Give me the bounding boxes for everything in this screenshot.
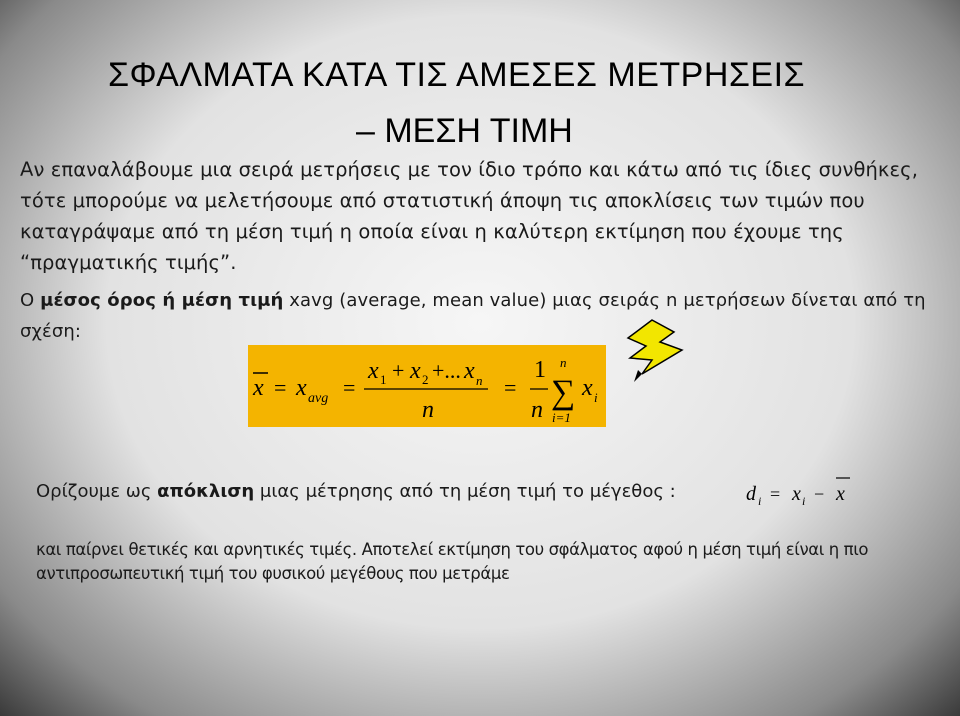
formula-xn: x	[464, 358, 475, 384]
formula-avg-sub: avg	[308, 391, 329, 406]
formula-x2: x	[410, 358, 421, 384]
deviation-paragraph	[36, 481, 676, 502]
formula-dots: +...	[432, 358, 461, 383]
formula-eq3: =	[504, 375, 517, 400]
formula-subi: i	[594, 390, 598, 405]
mean-term: μέσος όρος ή μέση τιμή	[40, 290, 284, 311]
dev-eq: =	[770, 484, 781, 504]
deviation-term: απόκλιση	[157, 481, 255, 502]
mean-suffix: xavg (average, mean value) μιας σειράς n μετρήσεων δίνεται από τη σχέση:	[20, 290, 926, 342]
formula-sigma: ∑	[551, 374, 576, 411]
deviation-prefix: Ορίζουμε ως	[36, 481, 158, 502]
formula-sub2: 2	[422, 372, 429, 387]
formula-one: 1	[534, 357, 546, 383]
slide-title-line2: – ΜΕΣΗ ΤΙΜΗ	[356, 112, 573, 150]
dev-xbar: x	[836, 483, 845, 505]
formula-x1: x	[368, 358, 379, 384]
dev-xi-sub: i	[802, 494, 806, 508]
formula-denominator-n: n	[422, 397, 434, 423]
lightning-bolt-icon	[612, 316, 688, 392]
mean-formula	[248, 345, 606, 427]
dev-d: d	[746, 483, 756, 505]
formula-xbar: x	[253, 375, 264, 401]
deviation-formula	[742, 474, 862, 514]
dev-xi: x	[792, 483, 801, 505]
formula-sum-bottom: i=1	[552, 410, 571, 425]
mean-prefix: Ο	[20, 290, 41, 311]
dev-minus: −	[814, 484, 825, 504]
formula-plus: +	[392, 358, 405, 383]
deviation-suffix: μιας μέτρησης από τη μέση τιμή το μέγεθος :	[254, 481, 676, 502]
intro-paragraph: Αν επαναλάβουμε μια σειρά μετρήσεις με τον ίδιο τρόπο και κάτω από τις ίδιες συνθήκες, τότε μπορούμε να μελετήσουμε από στατιστική άποψη τις αποκλίσεις των τιμών που καταγράψαμε από τη μέση τιμή η οποία είναι η καλύτερη εκτίμηση που έχουμε της “πραγματικής τιμής”.	[20, 158, 919, 274]
formula-xi: x	[582, 375, 593, 401]
slide-title-line1: ΣΦΑΛΜΑΤΑ ΚΑΤΑ ΤΙΣ ΑΜΕΣΕΣ ΜΕΤΡΗΣΕΙΣ	[108, 56, 806, 94]
formula-eq1: =	[274, 375, 287, 400]
closing-paragraph: και παίρνει θετικές και αρνητικές τιμές. Αποτελεί εκτίμηση του σφάλματος αφού η μέση τιμή είναι η πιο αντιπροσωπευτική τιμή του φυσικού μεγέθους που μετράμε	[36, 540, 869, 583]
formula-sub1: 1	[380, 372, 387, 387]
formula-n2: n	[531, 397, 543, 423]
dev-i: i	[758, 494, 762, 508]
mean-paragraph	[20, 285, 950, 347]
formula-xavg: x	[296, 375, 307, 401]
formula-subn: n	[476, 373, 483, 388]
formula-sum-top: n	[560, 355, 567, 370]
formula-eq2: =	[343, 375, 356, 400]
